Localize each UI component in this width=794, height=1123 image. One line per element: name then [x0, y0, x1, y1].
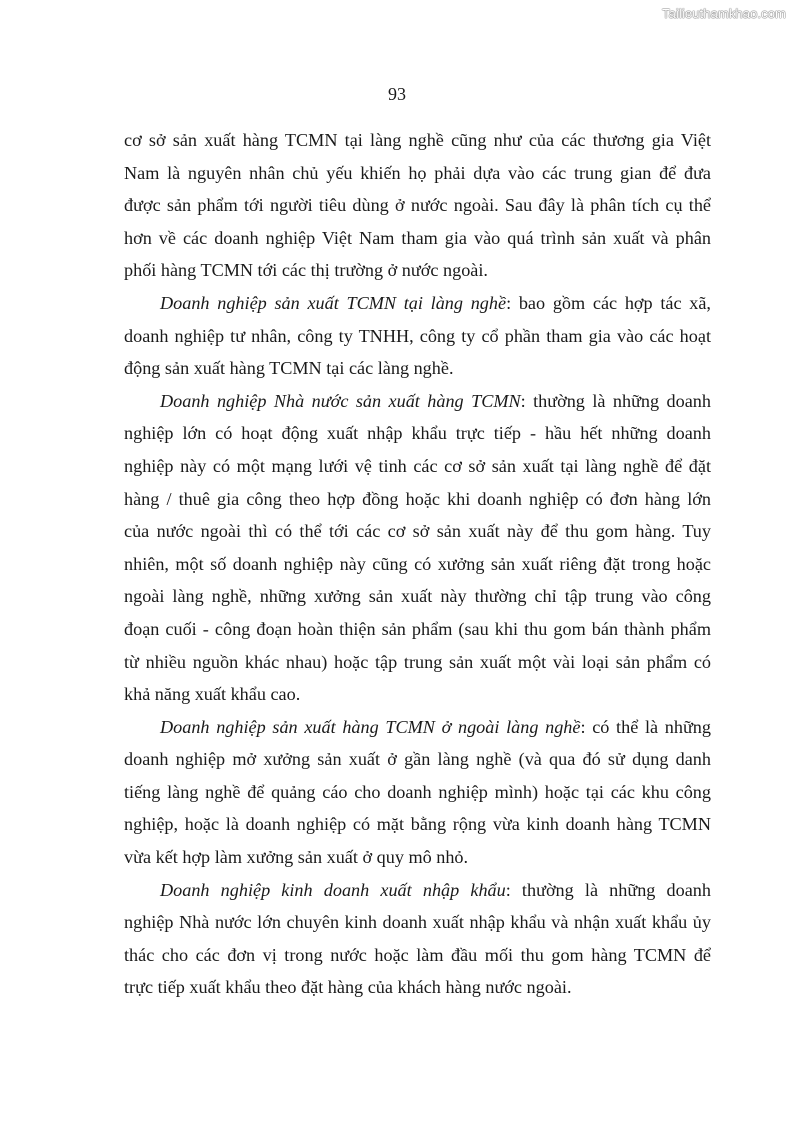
- page-number: 93: [388, 84, 406, 104]
- text-line: vừa kết hợp làm xưởng sản xuất ở quy mô nhỏ.: [124, 847, 469, 868]
- text-line: [124, 874, 711, 907]
- text-run: : có thể là những: [580, 716, 711, 737]
- text-run: : bao gồm các hợp tác xã,: [506, 292, 711, 313]
- paragraph: [124, 874, 711, 1004]
- text-line: từ nhiều nguồn khác nhau) hoặc tập trung sản xuất một vài loại sản phẩm có: [124, 651, 711, 672]
- text-line: nghiệp, hoặc là doanh nghiệp có mặt bằng rộng vừa kinh doanh hàng TCMN: [124, 814, 711, 835]
- italic-term: Doanh nghiệp sản xuất hàng TCMN ở ngoài làng nghề: [160, 716, 581, 737]
- paragraph: [124, 385, 711, 711]
- text-line: thác cho các đơn vị trong nước hoặc làm đầu mối thu gom hàng TCMN để: [124, 944, 711, 965]
- text-line: [124, 711, 711, 744]
- document-body: [124, 124, 711, 1004]
- text-line: được sản phẩm tới người tiêu dùng ở nước ngoài. Sau đây là phân tích cụ thể: [124, 195, 711, 216]
- watermark-text: Tailieuthamkhao.com: [661, 6, 786, 21]
- text-run: : thường là những doanh: [505, 879, 711, 900]
- text-line: cơ sở sản xuất hàng TCMN tại làng nghề cũng như của các thương gia Việt: [124, 130, 711, 150]
- text-line: nghiệp này có một mạng lưới vệ tinh các cơ sở sản xuất tại làng nghề để đặt: [124, 455, 711, 476]
- paragraph: [124, 287, 711, 385]
- text-line: đoạn cuối - công đoạn hoàn thiện sản phẩm (sau khi thu gom bán thành phẩm: [124, 618, 711, 639]
- italic-term: Doanh nghiệp sản xuất TCMN tại làng nghề: [160, 292, 507, 313]
- text-line: hàng / thuê gia công theo hợp đồng hoặc khi doanh nghiệp có đơn hàng lớn: [124, 488, 711, 509]
- text-line: phối hàng TCMN tới các thị trường ở nước ngoài.: [124, 260, 488, 281]
- text-line: động sản xuất hàng TCMN tại các làng nghề.: [124, 358, 454, 379]
- text-line: [124, 287, 711, 320]
- text-run: : thường là những doanh: [520, 390, 711, 411]
- text-line: doanh nghiệp mở xưởng sản xuất ở gần làng nghề (và qua đó sử dụng danh: [124, 749, 711, 770]
- text-line: nghiệp lớn có hoạt động xuất nhập khẩu trực tiếp - hầu hết những doanh: [124, 423, 711, 444]
- text-line: doanh nghiệp tư nhân, công ty TNHH, công ty cổ phần tham gia vào các hoạt: [124, 325, 711, 346]
- text-line: Nam là nguyên nhân chủ yếu khiến họ phải dựa vào các trung gian để đưa: [124, 162, 711, 183]
- italic-term: Doanh nghiệp kinh doanh xuất nhập khẩu: [160, 879, 506, 900]
- text-line: ngoài làng nghề, những xưởng sản xuất này thường chỉ tập trung vào công: [124, 586, 711, 607]
- text-line: hơn về các doanh nghiệp Việt Nam tham gia vào quá trình sản xuất và phân: [124, 227, 711, 248]
- text-line: của nước ngoài thì có thể tới các cơ sở sản xuất này để thu gom hàng. Tuy: [124, 521, 711, 542]
- paragraph: [124, 711, 711, 874]
- text-line: nghiệp Nhà nước lớn chuyên kinh doanh xuất nhập khẩu và nhận xuất khẩu ủy: [124, 912, 711, 933]
- text-line: khả năng xuất khẩu cao.: [124, 684, 301, 705]
- paragraph: [124, 124, 711, 287]
- italic-term: Doanh nghiệp Nhà nước sản xuất hàng TCMN: [160, 390, 521, 411]
- text-line: trực tiếp xuất khẩu theo đặt hàng của khách hàng nước ngoài.: [124, 977, 572, 998]
- text-line: nhiên, một số doanh nghiệp này cũng có xưởng sản xuất riêng đặt trong hoặc: [124, 553, 711, 574]
- text-line: [124, 385, 711, 418]
- text-line: tiếng làng nghề để quảng cáo cho doanh nghiệp mình) hoặc tại các khu công: [124, 781, 711, 802]
